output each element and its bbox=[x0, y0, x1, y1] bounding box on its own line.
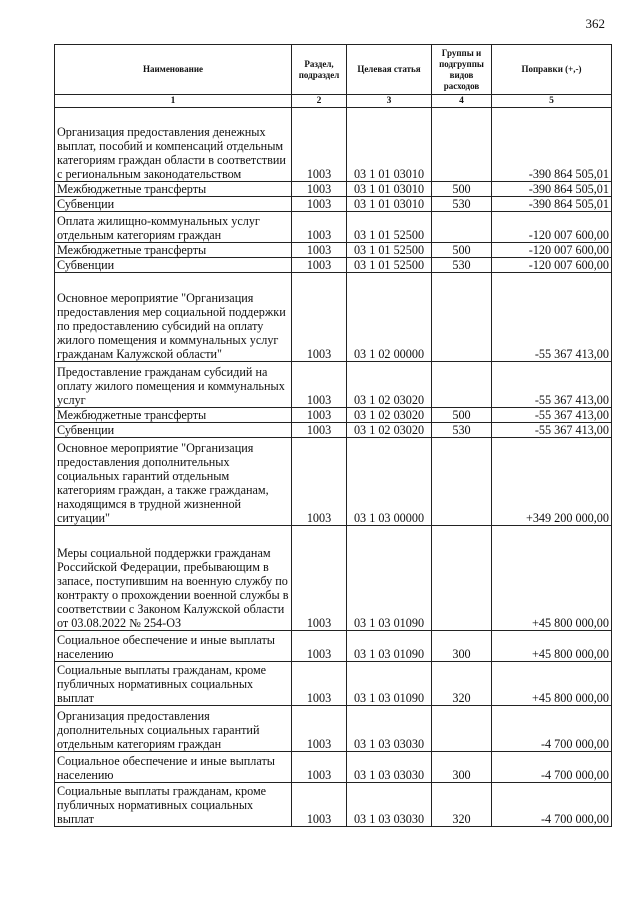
row-amount: +45 800 000,00 bbox=[492, 526, 612, 631]
row-group bbox=[432, 108, 492, 182]
header-amendments: Поправки (+,-) bbox=[492, 45, 612, 95]
row-target: 03 1 02 00000 bbox=[347, 273, 432, 362]
row-amount: -55 367 413,00 bbox=[492, 423, 612, 438]
row-name: Основное мероприятие "Организация предоставления мер социальной поддержки по предоставлению субсидий на оплату жилого помещения и коммунальных услуг гражданам Калужской области" bbox=[55, 273, 292, 362]
row-section: 1003 bbox=[292, 438, 347, 526]
header-groups: Группы и подгруппы видов расходов bbox=[432, 45, 492, 95]
column-number: 5 bbox=[492, 95, 612, 108]
row-section: 1003 bbox=[292, 362, 347, 408]
row-section: 1003 bbox=[292, 197, 347, 212]
table-row bbox=[55, 438, 612, 526]
table-row bbox=[55, 783, 612, 827]
row-target: 03 1 02 03020 bbox=[347, 423, 432, 438]
row-section: 1003 bbox=[292, 526, 347, 631]
row-section: 1003 bbox=[292, 783, 347, 827]
row-section: 1003 bbox=[292, 258, 347, 273]
row-target: 03 1 03 03030 bbox=[347, 783, 432, 827]
row-group: 530 bbox=[432, 197, 492, 212]
column-number-row bbox=[55, 95, 612, 108]
row-target: 03 1 03 00000 bbox=[347, 438, 432, 526]
row-amount: -4 700 000,00 bbox=[492, 752, 612, 783]
row-amount: -4 700 000,00 bbox=[492, 706, 612, 752]
row-target: 03 1 01 52500 bbox=[347, 243, 432, 258]
table-row bbox=[55, 108, 612, 182]
row-target: 03 1 02 03020 bbox=[347, 362, 432, 408]
row-target: 03 1 03 01090 bbox=[347, 526, 432, 631]
row-group: 500 bbox=[432, 243, 492, 258]
row-name: Социальное обеспечение и иные выплаты населению bbox=[55, 631, 292, 662]
row-target: 03 1 01 03010 bbox=[347, 182, 432, 197]
row-target: 03 1 01 03010 bbox=[347, 108, 432, 182]
row-group bbox=[432, 706, 492, 752]
header-name: Наименование bbox=[55, 45, 292, 95]
row-name: Межбюджетные трансферты bbox=[55, 243, 292, 258]
table-row bbox=[55, 273, 612, 362]
row-amount: -390 864 505,01 bbox=[492, 197, 612, 212]
row-group bbox=[432, 362, 492, 408]
table-row bbox=[55, 258, 612, 273]
row-name: Предоставление гражданам субсидий на оплату жилого помещения и коммунальных услуг bbox=[55, 362, 292, 408]
row-section: 1003 bbox=[292, 423, 347, 438]
row-group bbox=[432, 273, 492, 362]
row-name: Субвенции bbox=[55, 258, 292, 273]
row-section: 1003 bbox=[292, 108, 347, 182]
row-group: 300 bbox=[432, 752, 492, 783]
row-target: 03 1 01 03010 bbox=[347, 197, 432, 212]
row-name: Организация предоставления дополнительных социальных гарантий отдельным категориям граждан bbox=[55, 706, 292, 752]
row-name: Межбюджетные трансферты bbox=[55, 182, 292, 197]
row-amount: -390 864 505,01 bbox=[492, 182, 612, 197]
table-row bbox=[55, 408, 612, 423]
row-group: 500 bbox=[432, 182, 492, 197]
table-row bbox=[55, 662, 612, 706]
table-row bbox=[55, 197, 612, 212]
row-target: 03 1 03 01090 bbox=[347, 631, 432, 662]
table-row bbox=[55, 706, 612, 752]
row-amount: +45 800 000,00 bbox=[492, 631, 612, 662]
row-amount: -55 367 413,00 bbox=[492, 408, 612, 423]
row-name: Субвенции bbox=[55, 197, 292, 212]
row-group: 500 bbox=[432, 408, 492, 423]
row-name: Социальные выплаты гражданам, кроме публичных нормативных социальных выплат bbox=[55, 662, 292, 706]
row-name: Субвенции bbox=[55, 423, 292, 438]
row-target: 03 1 02 03020 bbox=[347, 408, 432, 423]
table-row bbox=[55, 243, 612, 258]
row-group bbox=[432, 526, 492, 631]
column-number: 1 bbox=[55, 95, 292, 108]
row-section: 1003 bbox=[292, 273, 347, 362]
row-name: Оплата жилищно-коммунальных услуг отдельным категориям граждан bbox=[55, 212, 292, 243]
page-number: 362 bbox=[585, 16, 605, 31]
column-number: 4 bbox=[432, 95, 492, 108]
row-section: 1003 bbox=[292, 631, 347, 662]
table-row bbox=[55, 423, 612, 438]
column-number: 3 bbox=[347, 95, 432, 108]
row-target: 03 1 03 03030 bbox=[347, 752, 432, 783]
table-row bbox=[55, 631, 612, 662]
row-name: Социальное обеспечение и иные выплаты населению bbox=[55, 752, 292, 783]
row-amount: -120 007 600,00 bbox=[492, 212, 612, 243]
row-amount: -55 367 413,00 bbox=[492, 273, 612, 362]
header-row bbox=[55, 45, 612, 95]
row-target: 03 1 03 01090 bbox=[347, 662, 432, 706]
table-row bbox=[55, 526, 612, 631]
row-name: Межбюджетные трансферты bbox=[55, 408, 292, 423]
table-row bbox=[55, 212, 612, 243]
row-amount: -55 367 413,00 bbox=[492, 362, 612, 408]
row-group: 320 bbox=[432, 662, 492, 706]
row-name: Социальные выплаты гражданам, кроме публичных нормативных социальных выплат bbox=[55, 783, 292, 827]
table-row bbox=[55, 182, 612, 197]
row-section: 1003 bbox=[292, 752, 347, 783]
row-section: 1003 bbox=[292, 662, 347, 706]
row-target: 03 1 01 52500 bbox=[347, 212, 432, 243]
row-group: 530 bbox=[432, 423, 492, 438]
row-amount: +349 200 000,00 bbox=[492, 438, 612, 526]
table-row bbox=[55, 752, 612, 783]
table-row bbox=[55, 362, 612, 408]
row-amount: -390 864 505,01 bbox=[492, 108, 612, 182]
row-target: 03 1 01 52500 bbox=[347, 258, 432, 273]
row-group: 300 bbox=[432, 631, 492, 662]
row-section: 1003 bbox=[292, 706, 347, 752]
row-name: Меры социальной поддержки гражданам Российской Федерации, пребывающим в запасе, поступившим на военную службу по контракту о прохождении военной службы в соответствии с Законом Калужской области от 03.08.2022 № 254-ОЗ bbox=[55, 526, 292, 631]
row-amount: -120 007 600,00 bbox=[492, 258, 612, 273]
budget-amendments-table bbox=[54, 44, 612, 827]
row-section: 1003 bbox=[292, 212, 347, 243]
header-section: Раздел, подраздел bbox=[292, 45, 347, 95]
row-group: 320 bbox=[432, 783, 492, 827]
header-target: Целевая статья bbox=[347, 45, 432, 95]
row-group bbox=[432, 212, 492, 243]
row-group bbox=[432, 438, 492, 526]
row-section: 1003 bbox=[292, 408, 347, 423]
row-target: 03 1 03 03030 bbox=[347, 706, 432, 752]
row-name: Основное мероприятие "Организация предоставления дополнительных социальных гарантий отдельным категориям граждан, а также гражданам, находящимся в трудной жизненной ситуации" bbox=[55, 438, 292, 526]
row-amount: -4 700 000,00 bbox=[492, 783, 612, 827]
row-section: 1003 bbox=[292, 243, 347, 258]
row-name: Организация предоставления денежных выплат, пособий и компенсаций отдельным категориям граждан области в соответствии с региональным законодательством bbox=[55, 108, 292, 182]
row-amount: +45 800 000,00 bbox=[492, 662, 612, 706]
row-section: 1003 bbox=[292, 182, 347, 197]
column-number: 2 bbox=[292, 95, 347, 108]
row-amount: -120 007 600,00 bbox=[492, 243, 612, 258]
row-group: 530 bbox=[432, 258, 492, 273]
